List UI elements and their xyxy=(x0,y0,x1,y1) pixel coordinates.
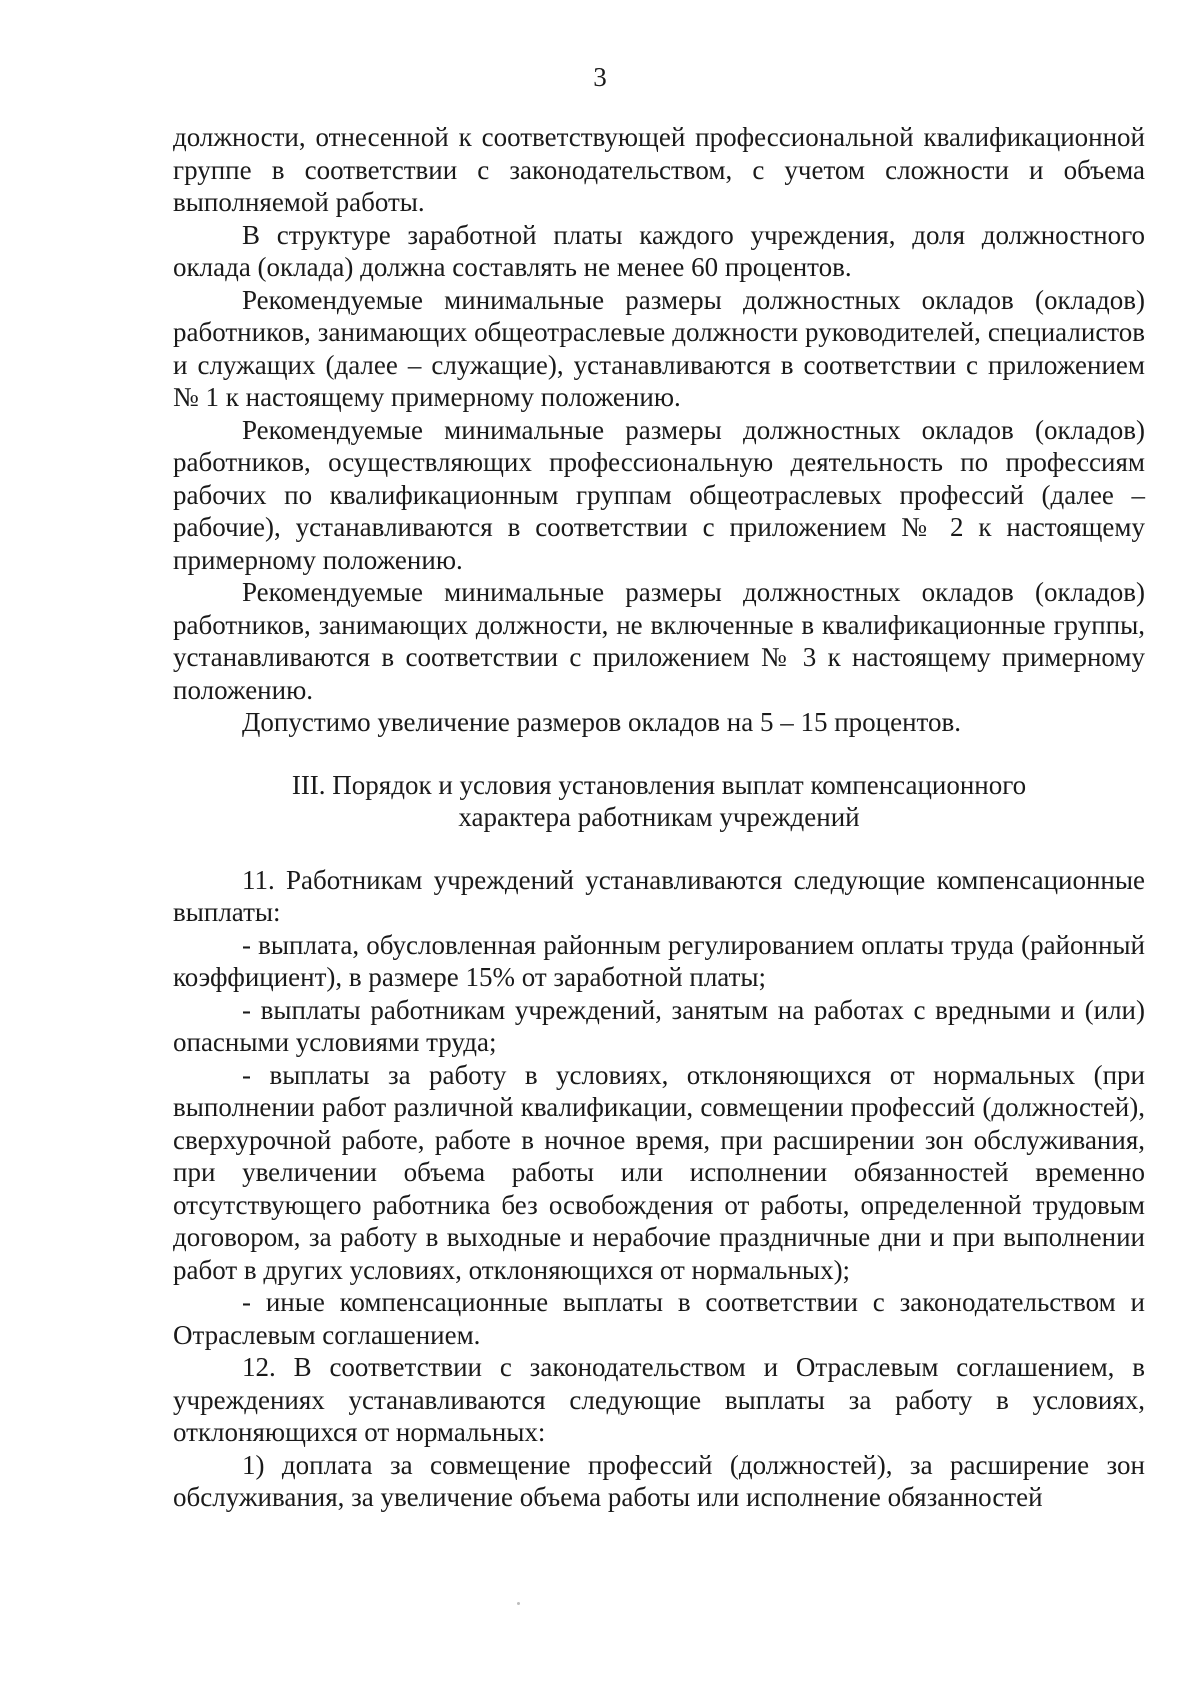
paragraph-continuation: должности, отнесенной к соответствующей профессиональной квалификационной группе в соответствии с законодательством, с учетом сложности и объема выполняемой работы. xyxy=(173,122,1145,217)
paragraph-employees-appendix-1: Рекомендуемые минимальные размеры должностных окладов (окладов) работников, занимающих общеотраслевые должности руководителей, специалистов и служащих (далее – служащие), устанавливаются в соответствии с приложением № 1 к настоящему примерному положению. xyxy=(173,284,1145,412)
document-body xyxy=(173,121,1145,1514)
paragraph-increase-allowed: Допустимо увеличение размеров окладов на 5 – 15 процентов. xyxy=(242,707,961,737)
list-item-hazardous-conditions: - выплаты работникам учреждений, занятым на работах с вредными и (или) опасными условиями труда; xyxy=(173,994,1145,1057)
paragraph-item-12: 12. В соответствии с законодательством и Отраслевым соглашением, в учреждениях устанавливаются следующие выплаты за работу в условиях, отклоняющихся от нормальных: xyxy=(173,1352,1145,1447)
section-heading-line-2: характера работникам учреждений xyxy=(458,802,860,832)
list-item-abnormal-conditions: - выплаты за работу в условиях, отклоняющихся от нормальных (при выполнении работ различной квалификации, совмещении профессий (должностей), сверхурочной работе, работе в ночное время, при расширении зон обслуживания, при увеличении объема работы или исполнении обязанностей временно отсутствующего работника без освобождения от работы, определенной трудовым договором, за работу в выходные и нерабочие праздничные дни и при выполнении работ в других условиях, отклоняющихся от нормальных); xyxy=(173,1059,1145,1285)
paragraph-other-appendix-3: Рекомендуемые минимальные размеры должностных окладов (окладов) работников, занимающих должности, не включенные в квалификационные группы, устанавливаются в соответствии с приложением № 3 к настоящему примерному положению. xyxy=(173,577,1145,705)
section-body xyxy=(173,864,1145,1514)
section-heading-line-1: III. Порядок и условия установления выплат компенсационного xyxy=(291,769,1027,800)
paragraph-workers-appendix-2: Рекомендуемые минимальные размеры должностных окладов (окладов) работников, осуществляющих профессиональную деятельность по профессиям рабочих по квалификационным группам общеотраслевых профессий (далее – рабочие), устанавливаются в соответствии с приложением № 2 к настоящему примерному положению. xyxy=(173,414,1145,575)
list-item-district-coefficient: - выплата, обусловленная районным регулированием оплаты труда (районный коэффициент), в размере 15% от заработной платы; xyxy=(173,929,1145,992)
paragraph-salary-share: В структуре заработной платы каждого учреждения, доля должностного оклада (оклада) должна составлять не менее 60 процентов. xyxy=(173,219,1145,282)
page-number: 3 xyxy=(593,62,607,92)
scan-speck xyxy=(517,1602,520,1605)
list-item-other-payments: - иные компенсационные выплаты в соответствии с законодательством и Отраслевым соглашением. xyxy=(173,1287,1145,1350)
paragraph-item-11: 11. Работникам учреждений устанавливаются следующие компенсационные выплаты: xyxy=(173,864,1145,927)
section-heading xyxy=(173,769,1145,834)
list-item-combination-surcharge: 1) доплата за совмещение профессий (должностей), за расширение зон обслуживания, за увеличение объема работы или исполнение обязанностей xyxy=(173,1449,1145,1512)
